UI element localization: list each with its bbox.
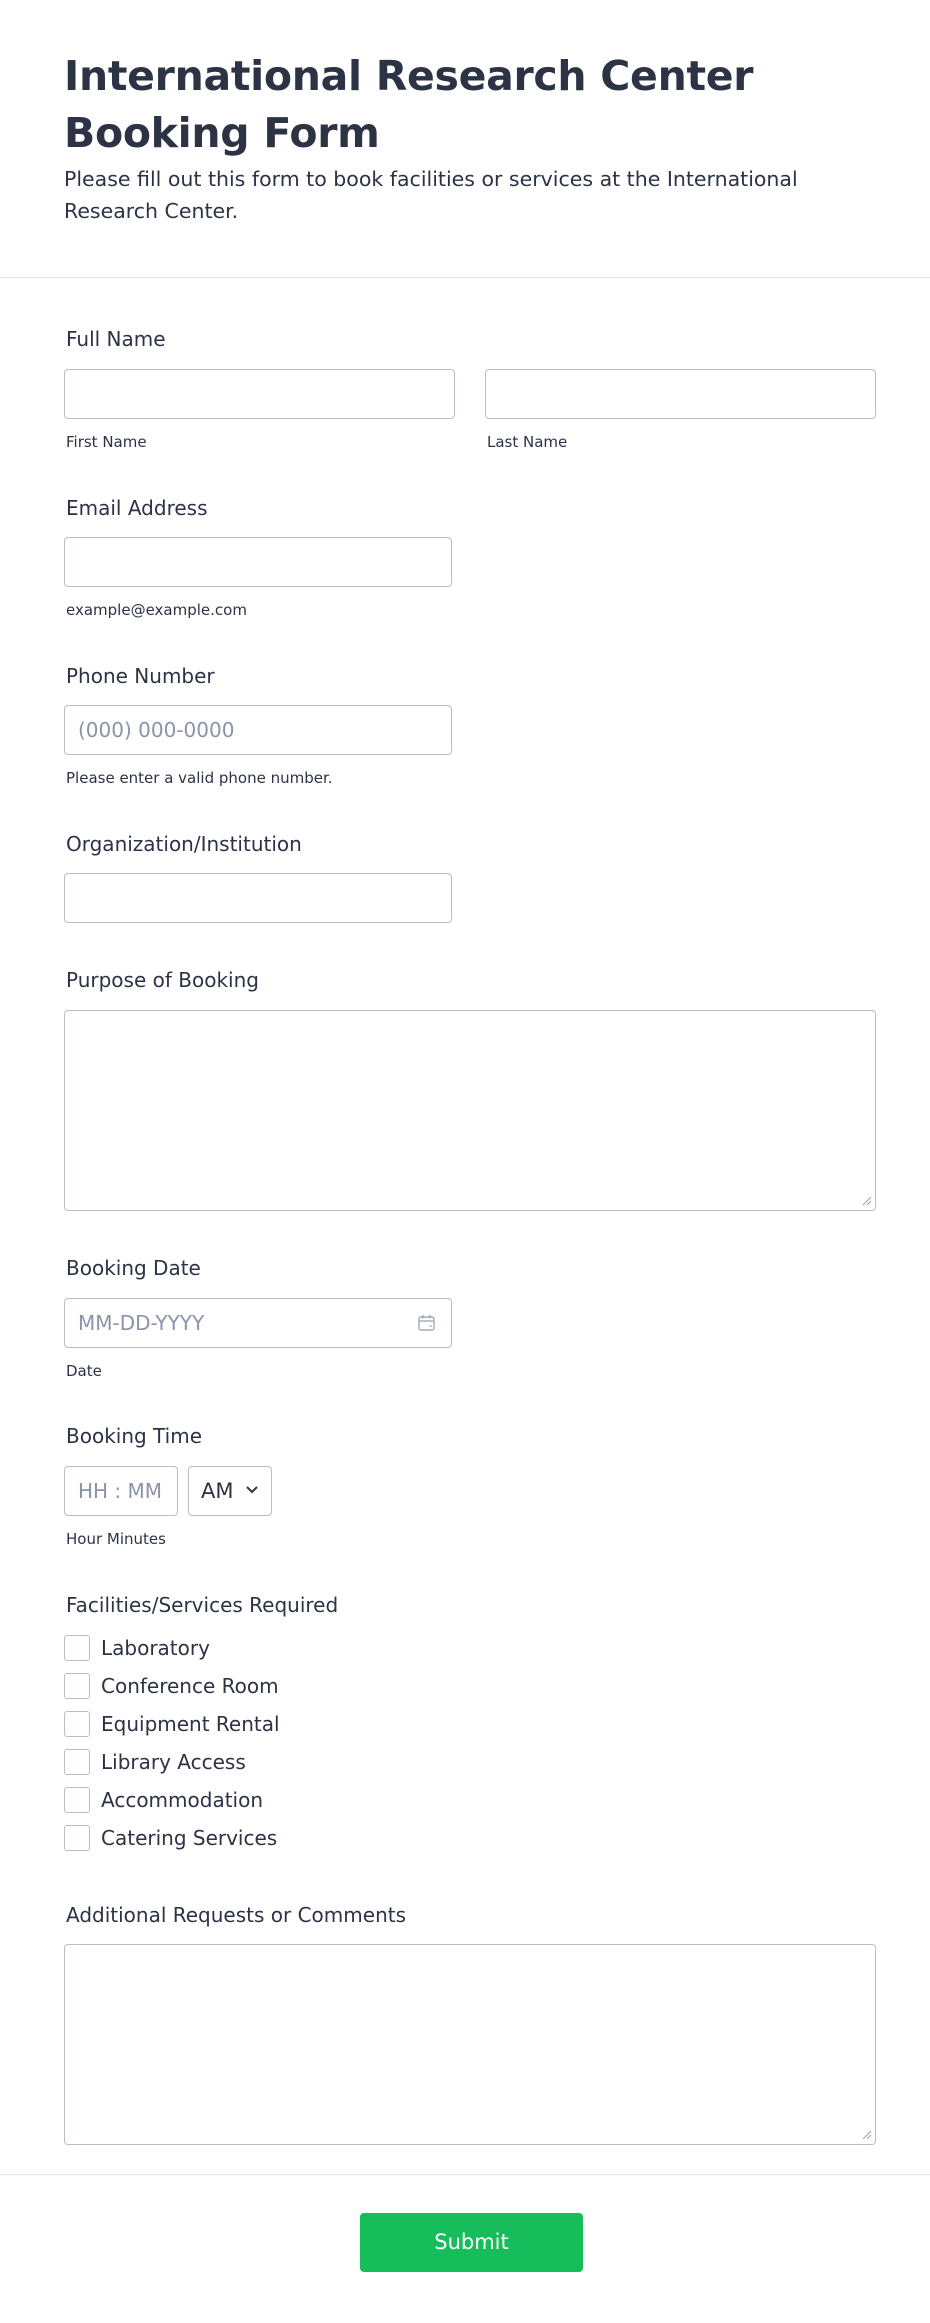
- email-label: Email Address: [66, 496, 208, 520]
- booking-time-label: Booking Time: [66, 1424, 203, 1448]
- facilities-label: Facilities/Services Required: [66, 1593, 339, 1617]
- first-name-sublabel: First Name: [66, 433, 147, 451]
- first-name-input[interactable]: [64, 369, 455, 419]
- booking-date-sublabel: Date: [66, 1362, 102, 1380]
- full-name-label: Full Name: [66, 327, 166, 351]
- organization-input[interactable]: [64, 873, 452, 923]
- facility-option-label[interactable]: Library Access: [101, 1750, 246, 1774]
- booking-time-sublabel: Hour Minutes: [66, 1530, 166, 1548]
- booking-date-label: Booking Date: [66, 1256, 201, 1280]
- phone-input[interactable]: [64, 705, 452, 755]
- ampm-value: AM: [201, 1479, 234, 1503]
- email-sublabel: example@example.com: [66, 601, 247, 619]
- facility-option-label[interactable]: Conference Room: [101, 1674, 279, 1698]
- calendar-icon[interactable]: [417, 1313, 437, 1333]
- phone-sublabel: Please enter a valid phone number.: [66, 769, 333, 787]
- resize-grip-icon[interactable]: [862, 2130, 872, 2140]
- booking-date-placeholder: MM-DD-YYYY: [78, 1311, 205, 1335]
- facility-option-label[interactable]: Laboratory: [101, 1636, 210, 1660]
- facility-option-label[interactable]: Catering Services: [101, 1826, 278, 1850]
- booking-date-input[interactable]: [64, 1298, 452, 1348]
- purpose-textarea[interactable]: [64, 1010, 876, 1211]
- comments-textarea[interactable]: [64, 1944, 876, 2145]
- last-name-input[interactable]: [485, 369, 876, 419]
- booking-time-input[interactable]: [64, 1466, 178, 1516]
- form-title: International Research Center Booking Form: [64, 52, 754, 157]
- form-subtitle: Please fill out this form to book facilities or services at the International Research Center.: [64, 167, 798, 223]
- phone-placeholder: (000) 000-0000: [78, 718, 235, 742]
- ampm-select[interactable]: [188, 1466, 272, 1516]
- checkbox[interactable]: [64, 1635, 90, 1661]
- checkbox[interactable]: [64, 1787, 90, 1813]
- organization-label: Organization/Institution: [66, 832, 302, 856]
- checkbox[interactable]: [64, 1711, 90, 1737]
- email-input[interactable]: [64, 537, 452, 587]
- form-header: [0, 0, 930, 278]
- checkbox[interactable]: [64, 1673, 90, 1699]
- resize-grip-icon[interactable]: [862, 1196, 872, 1206]
- facility-option-label[interactable]: Equipment Rental: [101, 1712, 280, 1736]
- facility-option-label[interactable]: Accommodation: [101, 1788, 264, 1812]
- checkbox[interactable]: [64, 1749, 90, 1775]
- purpose-label: Purpose of Booking: [66, 968, 259, 992]
- submit-button[interactable]: Submit: [360, 2213, 583, 2272]
- booking-time-placeholder: HH : MM: [78, 1479, 163, 1503]
- comments-label: Additional Requests or Comments: [66, 1903, 406, 1927]
- chevron-down-icon: [245, 1485, 259, 1495]
- phone-label: Phone Number: [66, 664, 215, 688]
- checkbox[interactable]: [64, 1825, 90, 1851]
- last-name-sublabel: Last Name: [487, 433, 568, 451]
